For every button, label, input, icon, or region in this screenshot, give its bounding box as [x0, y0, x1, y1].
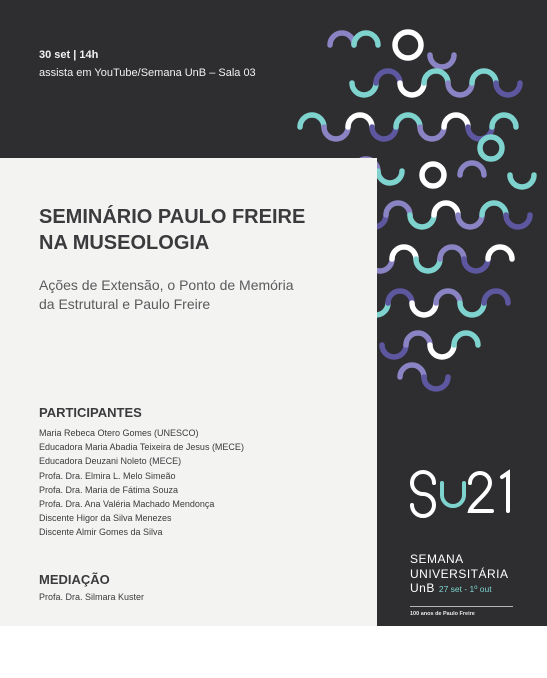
participants-heading: PARTICIPANTES	[39, 405, 142, 420]
subtitle-line: da Estrutural e Paulo Freire	[39, 296, 211, 312]
divider	[410, 606, 513, 607]
participant-item: Maria Rebeca Otero Gomes (UNESCO)	[39, 428, 199, 438]
branding-line: UNIVERSITÁRIA	[410, 566, 509, 581]
branding-line: SEMANA	[410, 552, 464, 566]
event-info	[39, 46, 256, 82]
participant-item: Profa. Dra. Elmira L. Melo Simeão	[39, 470, 176, 481]
su21-logo	[408, 465, 520, 547]
participants-list	[39, 426, 244, 540]
tagline: 100 anos de Paulo Freire	[410, 611, 475, 617]
branding-dates: 27 set - 1º out	[438, 584, 492, 594]
title-line: NA MUSEOLOGIA	[39, 232, 210, 254]
seminar-title	[39, 204, 369, 256]
participant-item: Discente Higor da Silva Menezes	[39, 513, 172, 524]
seminar-subtitle	[39, 276, 369, 314]
mediator-name: Profa. Dra. Silmara Kuster	[39, 592, 145, 602]
participant-item: Educadora Deuzani Noleto (MECE)	[39, 456, 182, 467]
participant-item: Discente Almir Gomes da Silva	[39, 527, 163, 538]
mediation-heading: MEDIAÇÃO	[39, 572, 110, 587]
participant-item: Profa. Dra. Maria de Fátima Souza	[39, 484, 179, 495]
event-date-time: 30 set | 14h	[39, 49, 99, 61]
title-line: SEMINÁRIO PAULO FREIRE	[39, 206, 306, 228]
participant-item: Educadora Maria Abadia Teixeira de Jesus (MECE)	[39, 442, 244, 453]
branding-unb: UnB	[410, 581, 435, 595]
semana-branding	[410, 552, 509, 597]
event-location: assista em YouTube/Semana UnB – Sala 03	[39, 67, 256, 79]
participant-item: Profa. Dra. Ana Valéria Machado Mendonça	[39, 499, 215, 510]
branding-line-unb	[410, 581, 509, 597]
subtitle-line: Ações de Extensão, o Ponto de Memória	[39, 277, 294, 293]
